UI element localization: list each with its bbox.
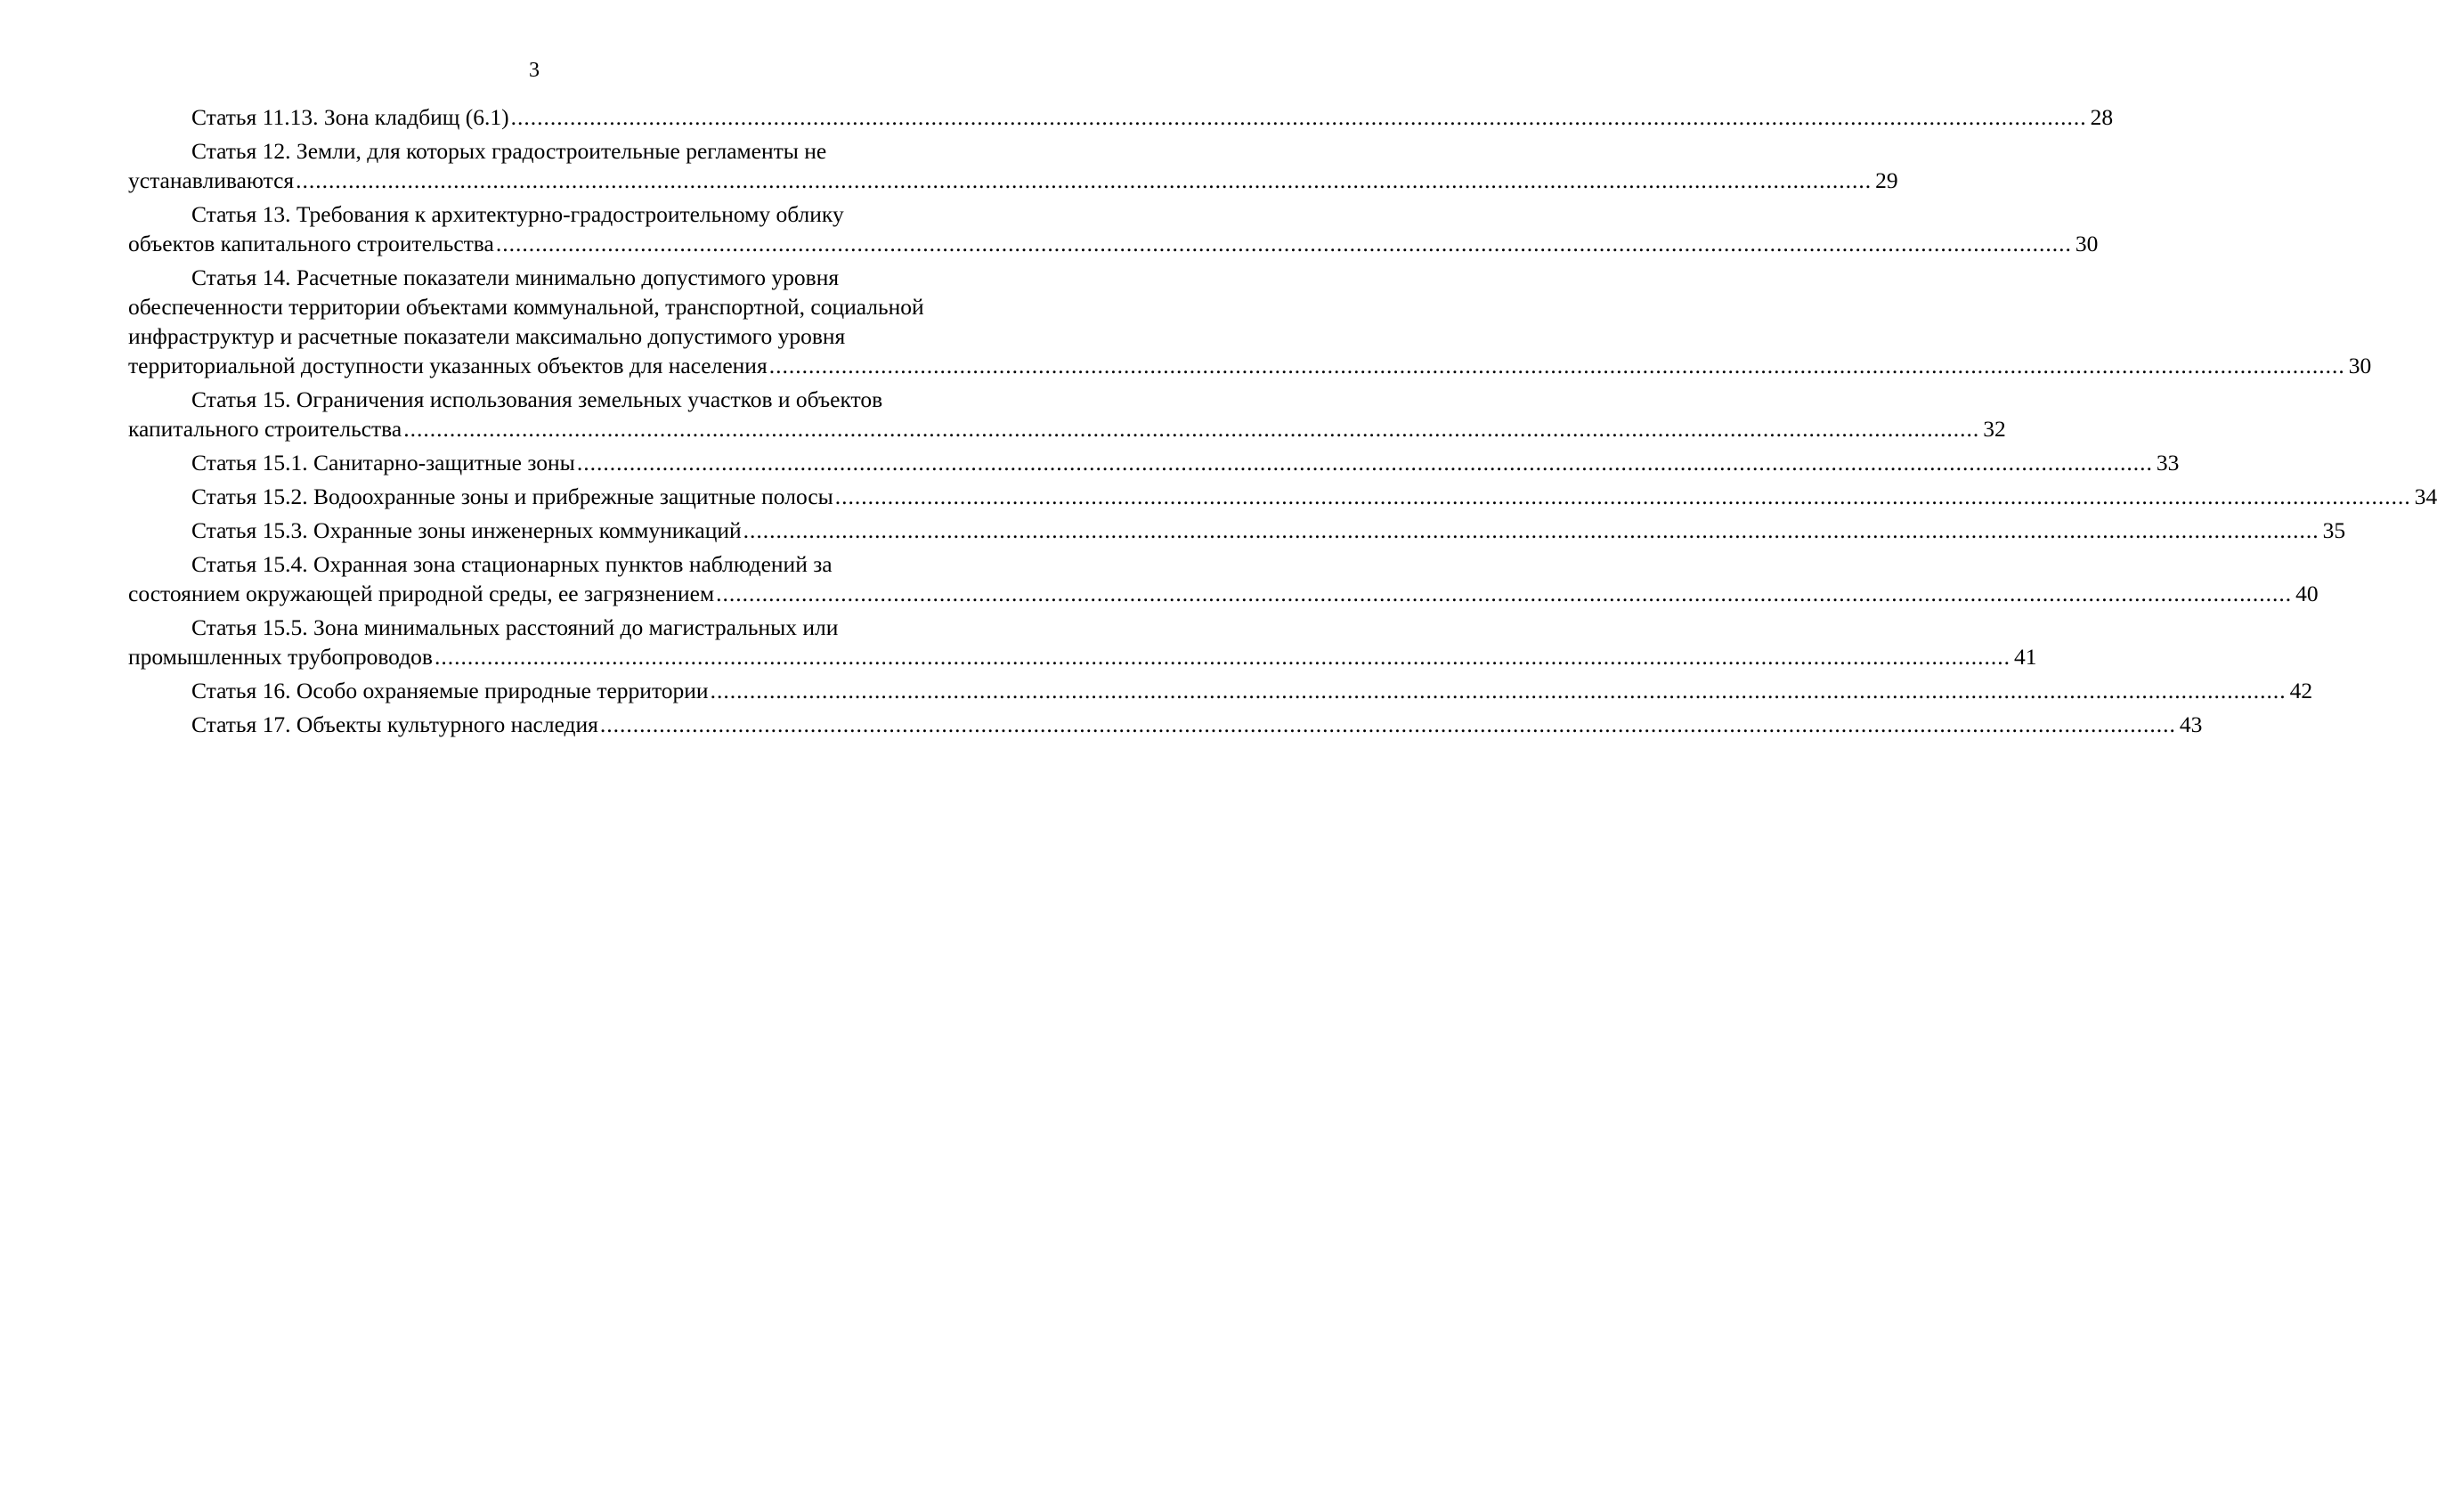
dot-leader: ................................................................................................................................................................................................................................................ xyxy=(576,450,2153,476)
toc-entry-last-line xyxy=(128,229,2099,258)
toc-page-number: 29 xyxy=(1875,167,1898,193)
page-number: 3 xyxy=(529,59,540,82)
toc-entry[interactable] xyxy=(128,263,2372,380)
toc-entry-last-line xyxy=(128,102,2114,132)
toc-entry-line: Статья 15.5. Зона минимальных расстояний до магистральных или xyxy=(191,614,839,640)
toc-entry-title: Статья 15.3. Охранные зоны инженерных коммуникаций xyxy=(191,517,742,543)
dot-leader: ................................................................................................................................................................................................................................................ xyxy=(710,678,2287,703)
toc-entry-last-line xyxy=(128,351,2372,380)
toc-entry[interactable] xyxy=(128,136,1898,195)
toc-entry-title: объектов капитального строительства xyxy=(128,231,494,256)
toc-entry[interactable] xyxy=(128,549,2319,608)
toc-page-number: 35 xyxy=(2322,517,2346,543)
toc-entry-title: капитального строительства xyxy=(128,416,402,442)
toc-entry-line: инфраструктур и расчетные показатели максимально допустимого уровня xyxy=(128,323,846,349)
toc-entry-line: Статья 14. Расчетные показатели минимально допустимого уровня xyxy=(191,264,840,290)
toc-entry-title: состоянием окружающей природной среды, ее загрязнением xyxy=(128,581,715,606)
toc-entry-title: Статья 16. Особо охраняемые природные территории xyxy=(191,678,709,703)
dot-leader: ................................................................................................................................................................................................................................................ xyxy=(768,353,2345,378)
toc-entry[interactable] xyxy=(128,516,2346,545)
table-of-contents xyxy=(128,102,2437,744)
toc-entry[interactable] xyxy=(128,613,2037,671)
toc-entry-line: Статья 13. Требования к архитектурно-градостроительному облику xyxy=(191,201,844,227)
toc-entry-last-line xyxy=(128,676,2313,705)
toc-page-number: 43 xyxy=(2179,711,2203,737)
toc-page-number: 41 xyxy=(2013,644,2037,670)
toc-page-number: 30 xyxy=(2348,353,2372,378)
dot-leader: ................................................................................................................................................................................................................................................ xyxy=(403,416,1980,442)
toc-entry-title: Статья 15.2. Водоохранные зоны и прибрежные защитные полосы xyxy=(191,484,833,509)
toc-entry[interactable] xyxy=(128,710,2203,739)
toc-entry-last-line xyxy=(128,579,2319,608)
toc-entry-title: Статья 11.13. Зона кладбищ (6.1) xyxy=(191,104,509,130)
dot-leader: ................................................................................................................................................................................................................................................ xyxy=(599,711,2176,737)
toc-page-number: 42 xyxy=(2289,678,2313,703)
toc-entry[interactable] xyxy=(128,199,2099,258)
toc-entry-last-line xyxy=(128,642,2037,671)
toc-page-number: 40 xyxy=(2295,581,2319,606)
dot-leader: ................................................................................................................................................................................................................................................ xyxy=(296,167,1872,193)
dot-leader: ................................................................................................................................................................................................................................................ xyxy=(743,517,2319,543)
toc-entry-line: Статья 15.4. Охранная зона стационарных пунктов наблюдений за xyxy=(191,551,833,577)
toc-entry[interactable] xyxy=(128,448,2180,477)
toc-page-number: 34 xyxy=(2414,484,2437,509)
toc-page-number: 32 xyxy=(1983,416,2006,442)
toc-entry-last-line xyxy=(128,516,2346,545)
dot-leader: ................................................................................................................................................................................................................................................ xyxy=(495,231,2072,256)
toc-entry[interactable] xyxy=(128,102,2114,132)
toc-page-number: 28 xyxy=(2090,104,2114,130)
toc-entry[interactable] xyxy=(128,482,2437,511)
toc-entry-title: промышленных трубопроводов xyxy=(128,644,433,670)
dot-leader: ................................................................................................................................................................................................................................................ xyxy=(716,581,2293,606)
toc-entry-line: обеспеченности территории объектами коммунальной, транспортной, социальной xyxy=(128,294,924,320)
toc-entry-last-line xyxy=(128,414,2006,443)
toc-entry-title: Статья 15.1. Санитарно-защитные зоны xyxy=(191,450,575,476)
dot-leader: ................................................................................................................................................................................................................................................ xyxy=(434,644,2011,670)
toc-entry-title: территориальной доступности указанных объектов для населения xyxy=(128,353,768,378)
toc-entry[interactable] xyxy=(128,385,2006,443)
toc-entry-line: Статья 15. Ограничения использования земельных участков и объектов xyxy=(191,386,883,412)
toc-entry-last-line xyxy=(128,710,2203,739)
toc-entry[interactable] xyxy=(128,676,2313,705)
dot-leader: ................................................................................................................................................................................................................................................ xyxy=(510,104,2087,130)
toc-page-number: 33 xyxy=(2156,450,2180,476)
dot-leader: ................................................................................................................................................................................................................................................ xyxy=(834,484,2411,509)
toc-entry-last-line xyxy=(128,166,1898,195)
toc-entry-last-line xyxy=(128,482,2437,511)
toc-entry-last-line xyxy=(128,448,2180,477)
toc-entry-title: устанавливаются xyxy=(128,167,295,193)
toc-entry-line: Статья 12. Земли, для которых градостроительные регламенты не xyxy=(191,138,827,164)
toc-page-number: 30 xyxy=(2075,231,2099,256)
toc-entry-title: Статья 17. Объекты культурного наследия xyxy=(191,711,598,737)
